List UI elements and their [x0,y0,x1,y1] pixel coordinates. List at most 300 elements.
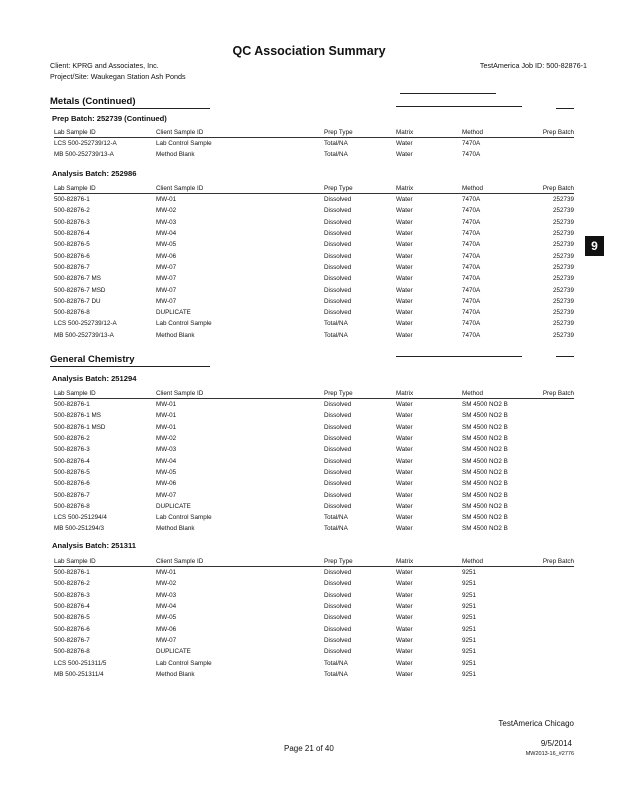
cell-lab-sample-id: 500-82876-1 MS [54,412,101,420]
column-header-prep-batch: Prep Batch [532,556,574,567]
cell-lab-sample-id: 500-82876-3 [54,446,90,454]
cell-matrix: Water [396,614,413,622]
cell-client-sample-id: Lab Control Sample [156,514,212,522]
table-row [54,228,574,239]
cell-prep-type: Dissolved [324,591,352,599]
cell-matrix: Water [396,569,413,577]
cell-client-sample-id: MW-01 [156,412,177,420]
metals-rule-right [396,106,522,107]
column-header-method: Method [462,127,532,138]
cell-prep-type: Dissolved [324,446,352,454]
cell-prep-batch: 252739 [552,218,574,226]
table-row [54,217,574,228]
table-row [54,512,574,523]
cell-prep-batch [532,467,574,478]
cell-prep-batch [532,399,574,411]
cell-lab-sample-id: 500-82876-8 [54,502,90,510]
cell-prep-batch [532,623,574,634]
cell-prep-type: Dissolved [324,625,352,633]
cell-method: 7470A [462,252,481,260]
cell-prep-batch: 252739 [552,320,574,328]
cell-matrix: Water [396,196,413,204]
cell-lab-sample-id: 500-82876-8 [54,309,90,317]
cell-lab-sample-id: 500-82876-6 [54,625,90,633]
column-header-prep-type: Prep Type [324,183,396,194]
metals-analysis-batch-title: Analysis Batch: 252986 [52,169,137,178]
table-row [54,623,574,634]
column-header-client-sample-id: Client Sample ID [156,388,324,399]
cell-prep-type: Total/NA [324,514,348,522]
cell-matrix: Water [396,636,413,644]
cell-prep-type: Dissolved [324,603,352,611]
cell-matrix: Water [396,525,413,533]
cell-prep-type: Total/NA [324,151,348,159]
column-header-lab-sample-id: Lab Sample ID [54,388,156,399]
cell-matrix: Water [396,309,413,317]
cell-method: 7470A [462,286,481,294]
cell-client-sample-id: Lab Control Sample [156,140,212,148]
column-header-client-sample-id: Client Sample ID [156,556,324,567]
cell-prep-type: Dissolved [324,252,352,260]
footer-page: Page 21 of 40 [284,744,334,753]
cell-prep-type: Dissolved [324,207,352,215]
cell-matrix: Water [396,275,413,283]
cell-prep-type: Dissolved [324,401,352,409]
column-header-method: Method [462,388,532,399]
cell-prep-batch [532,455,574,466]
cell-lab-sample-id: 500-82876-4 [54,603,90,611]
cell-prep-batch: 252739 [552,252,574,260]
cell-client-sample-id: MW-07 [156,636,177,644]
cell-lab-sample-id: 500-82876-2 [54,207,90,215]
cell-client-sample-id: MW-06 [156,480,177,488]
cell-method: SM 4500 NO2 B [462,514,508,522]
cell-client-sample-id: Method Blank [156,670,195,678]
page-title: QC Association Summary [232,44,386,58]
cell-client-sample-id: MW-04 [156,603,177,611]
cell-prep-type: Dissolved [324,502,352,510]
cell-lab-sample-id: MB 500-251294/3 [54,525,105,533]
cell-prep-batch [532,635,574,646]
table-row [54,262,574,273]
column-header-client-sample-id: Client Sample ID [156,127,324,138]
cell-prep-batch: 252739 [552,230,574,238]
cell-matrix: Water [396,514,413,522]
cell-client-sample-id: DUPLICATE [156,648,191,656]
table-header-row [54,183,574,194]
cell-method: SM 4500 NO2 B [462,525,508,533]
cell-matrix: Water [396,625,413,633]
cell-client-sample-id: MW-02 [156,207,177,215]
cell-client-sample-id: MW-07 [156,286,177,294]
cell-matrix: Water [396,603,413,611]
cell-matrix: Water [396,263,413,271]
cell-method: SM 4500 NO2 B [462,457,508,465]
column-header-prep-batch: Prep Batch [532,183,574,194]
cell-lab-sample-id: 500-82876-4 [54,230,90,238]
cell-prep-type: Dissolved [324,241,352,249]
cell-prep-batch: 252739 [552,275,574,283]
column-header-matrix: Matrix [396,127,462,138]
cell-lab-sample-id: 500-82876-1 MSD [54,423,106,431]
cell-method: 9251 [462,603,477,611]
cell-method: 9251 [462,591,477,599]
cell-matrix: Water [396,648,413,656]
table-row [54,657,574,668]
cell-method: 9251 [462,625,477,633]
cell-prep-type: Dissolved [324,275,352,283]
cell-matrix: Water [396,412,413,420]
genchem-rule-end [556,356,574,357]
cell-prep-type: Dissolved [324,468,352,476]
cell-prep-type: Dissolved [324,636,352,644]
cell-lab-sample-id: 500-82876-7 [54,491,90,499]
cell-matrix: Water [396,151,413,159]
cell-prep-batch: 252739 [552,196,574,204]
cell-client-sample-id: MW-04 [156,230,177,238]
cell-lab-sample-id: 500-82876-5 [54,241,90,249]
table-row [54,399,574,411]
cell-prep-batch [532,489,574,500]
cell-lab-sample-id: MB 500-251311/4 [54,670,104,678]
cell-prep-batch: 252739 [552,297,574,305]
cell-client-sample-id: MW-06 [156,252,177,260]
table-row [54,239,574,250]
column-header-lab-sample-id: Lab Sample ID [54,556,156,567]
cell-client-sample-id: MW-07 [156,275,177,283]
cell-lab-sample-id: 500-82876-7 [54,263,90,271]
cell-prep-batch [532,590,574,601]
column-header-lab-sample-id: Lab Sample ID [54,127,156,138]
cell-matrix: Water [396,457,413,465]
table-header-row [54,388,574,399]
table-row [54,612,574,623]
cell-matrix: Water [396,230,413,238]
cell-method: 7470A [462,331,481,339]
prep-batch-title: Prep Batch: 252739 (Continued) [52,114,167,123]
cell-lab-sample-id: 500-82876-5 [54,468,90,476]
cell-client-sample-id: MW-03 [156,218,177,226]
cell-lab-sample-id: LCS 500-252739/12-A [54,140,117,148]
cell-lab-sample-id: MB 500-252739/13-A [54,151,114,159]
table-row [54,433,574,444]
cell-matrix: Water [396,446,413,454]
cell-prep-type: Total/NA [324,331,348,339]
cell-prep-batch [532,612,574,623]
cell-matrix: Water [396,207,413,215]
column-header-method: Method [462,556,532,567]
cell-lab-sample-id: 500-82876-4 [54,457,90,465]
cell-client-sample-id: MW-07 [156,297,177,305]
cell-client-sample-id: MW-05 [156,614,177,622]
cell-matrix: Water [396,580,413,588]
cell-prep-batch [532,410,574,421]
cell-lab-sample-id: MB 500-252739/13-A [54,331,114,339]
cell-prep-batch: 252739 [552,263,574,271]
cell-prep-type: Dissolved [324,580,352,588]
cell-lab-sample-id: 500-82876-3 [54,218,90,226]
cell-prep-batch [532,422,574,433]
cell-prep-batch [532,567,574,579]
cell-prep-batch [532,601,574,612]
cell-client-sample-id: MW-01 [156,423,177,431]
client-name: Client: KPRG and Associates, Inc. [50,61,159,70]
column-header-prep-type: Prep Type [324,388,396,399]
table-row [54,646,574,657]
cell-prep-type: Dissolved [324,457,352,465]
cell-method: 7470A [462,263,481,271]
cell-client-sample-id: MW-06 [156,625,177,633]
cell-method: 7470A [462,320,481,328]
cell-client-sample-id: MW-01 [156,569,177,577]
table-row [54,205,574,216]
cell-lab-sample-id: 500-82876-7 MSD [54,286,106,294]
cell-method: 7470A [462,196,481,204]
cell-prep-type: Dissolved [324,435,352,443]
metals-rule [50,108,210,109]
cell-prep-type: Dissolved [324,230,352,238]
cell-prep-type: Total/NA [324,659,348,667]
table-row [54,284,574,295]
header-rule [400,93,496,94]
cell-prep-type: Dissolved [324,412,352,420]
cell-lab-sample-id: 500-82876-6 [54,252,90,260]
cell-prep-batch [532,669,574,680]
cell-client-sample-id: MW-01 [156,401,177,409]
cell-prep-type: Dissolved [324,480,352,488]
table-row [54,307,574,318]
cell-method: 9251 [462,614,477,622]
cell-prep-type: Total/NA [324,320,348,328]
cell-method: SM 4500 NO2 B [462,491,508,499]
metals-analysis-table [54,183,574,341]
cell-prep-batch [532,578,574,589]
cell-matrix: Water [396,286,413,294]
metals-rule-end [556,108,574,109]
cell-method: SM 4500 NO2 B [462,423,508,431]
cell-client-sample-id: MW-01 [156,196,177,204]
cell-lab-sample-id: 500-82876-1 [54,401,90,409]
cell-prep-type: Total/NA [324,140,348,148]
cell-matrix: Water [396,435,413,443]
cell-method: 9251 [462,670,477,678]
cell-lab-sample-id: LCS 500-252739/12-A [54,320,117,328]
table-row [54,669,574,680]
cell-prep-type: Total/NA [324,525,348,533]
cell-lab-sample-id: 500-82876-2 [54,435,90,443]
cell-matrix: Water [396,591,413,599]
table-row [54,318,574,329]
cell-method: 7470A [462,309,481,317]
cell-matrix: Water [396,218,413,226]
table-row [54,578,574,589]
cell-prep-batch [532,138,574,150]
table-row [54,410,574,421]
column-header-prep-type: Prep Type [324,556,396,567]
footer-company: TestAmerica Chicago [498,719,574,728]
cell-client-sample-id: Method Blank [156,331,195,339]
cell-method: 9251 [462,648,477,656]
cell-matrix: Water [396,297,413,305]
table-row [54,478,574,489]
cell-prep-type: Dissolved [324,297,352,305]
column-header-matrix: Matrix [396,556,462,567]
cell-prep-type: Dissolved [324,423,352,431]
column-header-matrix: Matrix [396,183,462,194]
table-row [54,444,574,455]
table-header-row [54,127,574,138]
cell-prep-batch [532,646,574,657]
cell-method: 7470A [462,218,481,226]
metals-heading: Metals (Continued) [50,96,136,107]
table-row [54,523,574,534]
column-header-prep-batch: Prep Batch [532,127,574,138]
column-header-prep-type: Prep Type [324,127,396,138]
cell-lab-sample-id: 500-82876-7 MS [54,275,101,283]
cell-prep-type: Dissolved [324,569,352,577]
cell-lab-sample-id: 500-82876-1 [54,569,90,577]
cell-matrix: Water [396,659,413,667]
cell-prep-batch [532,433,574,444]
cell-method: SM 4500 NO2 B [462,480,508,488]
cell-prep-type: Dissolved [324,286,352,294]
table-row [54,567,574,579]
job-id: TestAmerica Job ID: 500-82876-1 [479,61,587,70]
cell-client-sample-id: MW-07 [156,263,177,271]
table-row [54,467,574,478]
cell-client-sample-id: Lab Control Sample [156,659,212,667]
general-chemistry-heading: General Chemistry [50,354,135,365]
cell-client-sample-id: Method Blank [156,525,195,533]
cell-method: SM 4500 NO2 B [462,401,508,409]
cell-method: SM 4500 NO2 B [462,502,508,510]
cell-prep-type: Dissolved [324,491,352,499]
cell-matrix: Water [396,480,413,488]
project-site: Project/Site: Waukegan Station Ash Ponds [50,72,186,81]
genchem-rule [50,366,210,367]
cell-client-sample-id: MW-05 [156,468,177,476]
cell-matrix: Water [396,468,413,476]
cell-prep-batch [532,512,574,523]
genchem-batch2-table [54,556,574,680]
section-tab: 9 [585,236,604,256]
table-row [54,455,574,466]
cell-prep-type: Dissolved [324,614,352,622]
genchem-batch1-table [54,388,574,535]
cell-method: 7470A [462,297,481,305]
cell-lab-sample-id: 500-82876-7 DU [54,297,101,305]
table-row [54,250,574,261]
cell-prep-type: Dissolved [324,263,352,271]
cell-prep-batch [532,149,574,160]
cell-client-sample-id: MW-02 [156,580,177,588]
column-header-lab-sample-id: Lab Sample ID [54,183,156,194]
column-header-client-sample-id: Client Sample ID [156,183,324,194]
genchem-rule-right [396,356,522,357]
cell-matrix: Water [396,502,413,510]
table-row [54,489,574,500]
cell-client-sample-id: DUPLICATE [156,309,191,317]
footer-stamp: MW2013-16_#2776 [525,751,574,757]
cell-prep-type: Dissolved [324,196,352,204]
cell-method: SM 4500 NO2 B [462,468,508,476]
cell-prep-batch [532,501,574,512]
cell-prep-batch: 252739 [552,309,574,317]
footer-date: 9/5/2014 [540,739,572,748]
table-row [54,601,574,612]
cell-method: 9251 [462,580,477,588]
cell-method: SM 4500 NO2 B [462,446,508,454]
table-row [54,149,574,160]
cell-client-sample-id: MW-02 [156,435,177,443]
table-header-row [54,556,574,567]
cell-client-sample-id: Lab Control Sample [156,320,212,328]
cell-prep-type: Total/NA [324,670,348,678]
cell-method: 7470A [462,275,481,283]
cell-method: SM 4500 NO2 B [462,435,508,443]
table-row [54,635,574,646]
cell-client-sample-id: MW-03 [156,446,177,454]
cell-matrix: Water [396,423,413,431]
cell-method: 7470A [462,140,481,148]
table-row [54,273,574,284]
cell-method: 9251 [462,659,477,667]
cell-method: 7470A [462,241,481,249]
cell-matrix: Water [396,140,413,148]
cell-matrix: Water [396,241,413,249]
cell-lab-sample-id: 500-82876-2 [54,580,90,588]
cell-prep-batch [532,444,574,455]
cell-matrix: Water [396,252,413,260]
column-header-matrix: Matrix [396,388,462,399]
cell-matrix: Water [396,331,413,339]
cell-matrix: Water [396,491,413,499]
cell-prep-batch: 252739 [552,207,574,215]
cell-lab-sample-id: LCS 500-251311/5 [54,659,107,667]
cell-lab-sample-id: 500-82876-8 [54,648,90,656]
cell-lab-sample-id: LCS 500-251294/4 [54,514,107,522]
cell-client-sample-id: DUPLICATE [156,502,191,510]
cell-prep-batch [532,523,574,534]
cell-prep-type: Dissolved [324,309,352,317]
cell-prep-batch [532,657,574,668]
cell-prep-batch: 252739 [552,241,574,249]
table-row [54,590,574,601]
column-header-method: Method [462,183,532,194]
cell-prep-batch: 252739 [552,331,574,339]
cell-client-sample-id: MW-03 [156,591,177,599]
cell-method: 7470A [462,151,481,159]
genchem-batch2-title: Analysis Batch: 251311 [52,541,137,550]
cell-lab-sample-id: 500-82876-1 [54,196,90,204]
cell-method: 9251 [462,636,477,644]
cell-method: 7470A [462,230,481,238]
cell-method: 9251 [462,569,477,577]
cell-lab-sample-id: 500-82876-3 [54,591,90,599]
cell-lab-sample-id: 500-82876-6 [54,480,90,488]
prep-batch-table [54,127,574,161]
table-row [54,194,574,206]
table-row [54,422,574,433]
cell-client-sample-id: MW-04 [156,457,177,465]
genchem-batch1-title: Analysis Batch: 251294 [52,374,137,383]
cell-method: 7470A [462,207,481,215]
cell-client-sample-id: MW-05 [156,241,177,249]
cell-matrix: Water [396,670,413,678]
cell-prep-batch [532,478,574,489]
cell-lab-sample-id: 500-82876-7 [54,636,90,644]
cell-client-sample-id: Method Blank [156,151,195,159]
